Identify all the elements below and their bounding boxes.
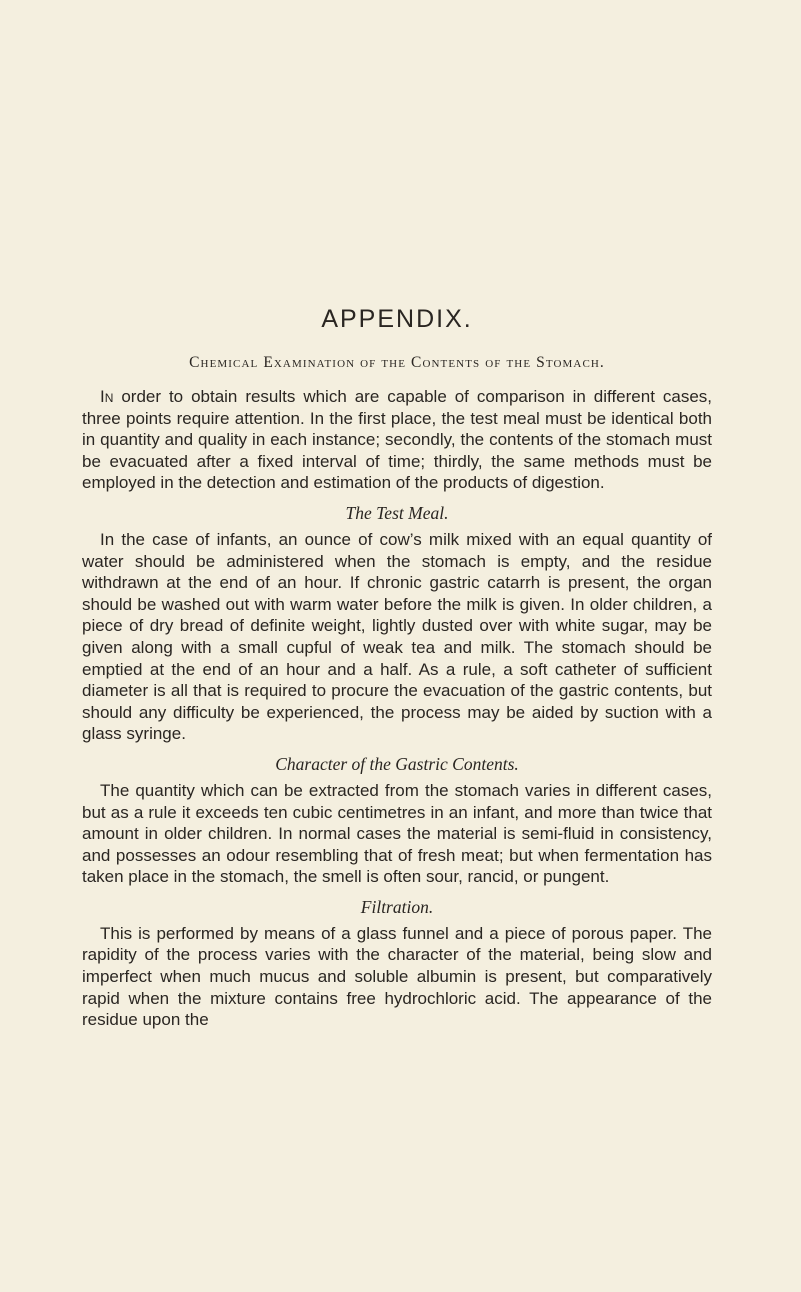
test-meal-heading: The Test Meal. (345, 502, 449, 523)
page-body (82, 305, 712, 1031)
intro-text: order to obtain results which are capable of comparison in different cases, three points require attention. In the first place, the test meal must be identical both in quantity and quality in each instance; secondly, the contents of the stomach must be evacuated after a fixed interval of time; thirdly, the same methods must be employed in the detection and estimation of the products of digestion. (82, 387, 712, 493)
filtration-paragraph: This is performed by means of a glass funnel and a piece of porous paper. The rapidity of the process varies with the character of the material, being slow and imperfect when much mucus and soluble albumin is present, but comparatively rapid when the mixture contains free hydrochloric acid. The appearance of the residue upon the (82, 923, 712, 1030)
intro-lead-word: In (100, 387, 114, 406)
gastric-contents-paragraph: The quantity which can be extracted from the stomach varies in different cases, but as a rule it exceeds ten cubic centimetres in an infant, and more than twice that amount in older children. In normal cases the material is semi-fluid in consistency, and possesses an odour resembling that of fresh meat; but when fermentation has taken place in the stomach, the smell is often sour, rancid, or pungent. (82, 780, 712, 887)
test-meal-paragraph: In the case of infants, an ounce of cow’s milk mixed with an equal quantity of water should be administered when the stomach is empty, and the residue withdrawn at the end of an hour. If chronic gastric catarrh is present, the organ should be washed out with warm water before the milk is given. In older children, a piece of dry bread of definite weight, lightly dusted over with white sugar, may be given along with a small cupful of weak tea and milk. The stomach should be emptied at the end of an hour and a half. As a rule, a soft catheter of sufficient diameter is all that is required to procure the evacuation of the gastric contents, but should any difficulty be experienced, the process may be aided by suction with a glass syringe. (82, 529, 712, 744)
intro-paragraph (82, 386, 712, 494)
appendix-title: APPENDIX. (321, 305, 473, 333)
section-title: Chemical Examination of the Contents of the Stomach. (189, 354, 605, 371)
filtration-heading: Filtration. (360, 896, 434, 917)
gastric-contents-heading: Character of the Gastric Contents. (275, 753, 519, 774)
